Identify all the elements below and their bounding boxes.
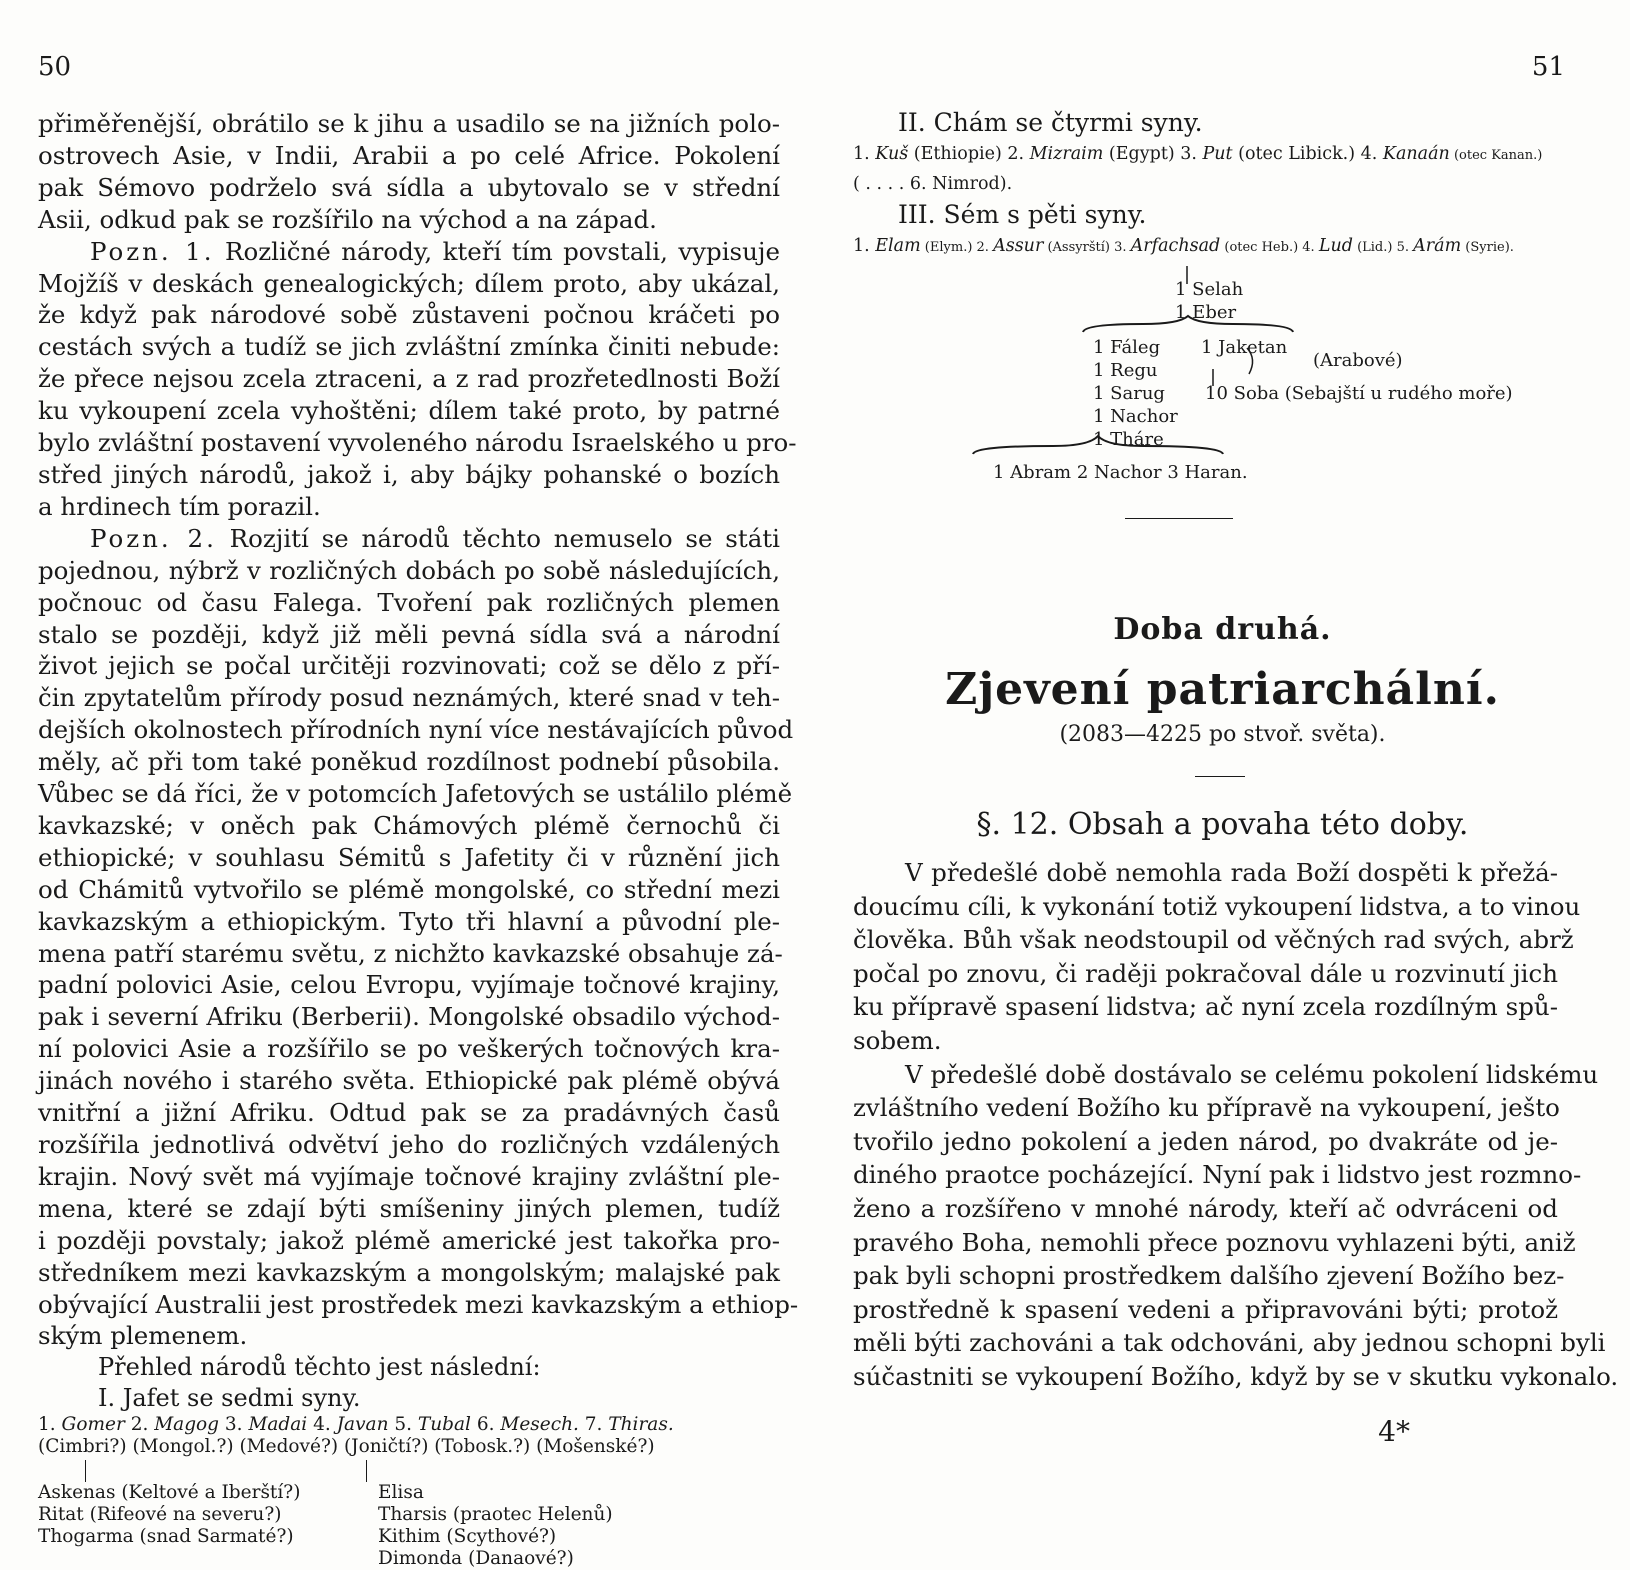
shem-heading: III. Sém s pěti syny. [898, 200, 1147, 229]
tree-node-selah: 1 Selah [1175, 279, 1244, 300]
text-line: diného praotce pocházející. Nyní pak i lidstvo jest rozmno- [853, 1160, 1582, 1190]
text-line: počnouc od času Falega. Tvoření pak rozličných plemen [38, 587, 780, 617]
text-line: měly, ač při tom také poněkud rozdílnost podnebí působila. [38, 747, 780, 777]
text-line: ku přípravě spasení lidstva; ač nyní zcela rozdílným spů- [853, 992, 1558, 1022]
shem-sons [853, 234, 1583, 260]
separator-rule [1195, 776, 1245, 777]
paragraph [38, 108, 780, 236]
text-line: přiměřenější, obrátilo se k jihu a usadilo se na jižních polo- [38, 109, 780, 138]
paragraph [853, 856, 1581, 1058]
son-name: Gomer [61, 1414, 125, 1436]
son-name: Tubal [417, 1414, 471, 1436]
right-page [815, 0, 1630, 1500]
text-line: kavkazské; v oněch pak Chámových plémě černochů či [38, 810, 780, 840]
son-number: 1. [38, 1414, 62, 1436]
son-number: 7. [578, 1414, 609, 1436]
text-line: mena patří starému světu, z nichžto kavkazské obsahuje zá- [38, 938, 783, 968]
note-text: Rozjití se národů těchto nemuselo se státi [229, 523, 780, 553]
son-name: Madai [248, 1414, 308, 1436]
note-2 [38, 523, 799, 1353]
overview-heading: Přehled národů těchto jest následní: [98, 1353, 541, 1382]
tree-node-soba: 10 Soba (Sebajští u rudého moře) [1205, 383, 1513, 404]
right-body [853, 856, 1619, 1394]
text-line: cestách svých a tudíž se jich zvláštní zmínka činiti nebude: [38, 332, 780, 362]
era-dates: (2083—4225 po stvoř. světa). [1059, 722, 1386, 747]
text-line: ku vykoupení zcela vyhoštěni; dílem také proto, by patrné [38, 396, 780, 426]
text-line: bylo zvláštní postavení vyvoleného národu Israelského u pro- [38, 428, 797, 458]
section-heading: §. 12. Obsah a povaha této doby. [976, 807, 1469, 842]
text-line: že přece nejsou zcela ztraceni, a z rad prozřetedlnosti Boží [38, 364, 780, 394]
son-number: 5. [388, 1414, 418, 1436]
branch-line [85, 1460, 86, 1482]
paragraph [853, 1058, 1619, 1394]
son-text: 1. [853, 144, 876, 164]
text-line: čin zpytatelům přírody posud neznámých, které snad v teh- [38, 683, 780, 713]
text-line: doucímu cíli, k vykonání totiž vykoupení lidstva, a to vinou [853, 891, 1581, 921]
son-name: Kanaán [1382, 144, 1450, 164]
descendant: Dimonda (Danaové?) [378, 1548, 574, 1570]
note-label: Pozn. 1. [90, 236, 215, 266]
tree-node-terah: 1 Tháre [1093, 429, 1164, 450]
genealogy-block [853, 108, 1583, 494]
text-line [38, 236, 780, 268]
text-line: ostrovech Asie, v Indii, Arabii a po celé Africe. Pokolení [38, 140, 780, 170]
text-line: počal po znovu, či raději pokračoval dále u rozvinutí jich [853, 958, 1558, 988]
text-line: mena, které se zdají býti smíšeniny jiných plemen, tudíž [38, 1193, 780, 1223]
son-name: Javan [336, 1414, 389, 1436]
separator-rule [1125, 518, 1233, 519]
text-line: že když pak národové sobě zůstaveni počnou kráčeti po [38, 300, 780, 330]
text-line: Vůbec se dá říci, že v potomcích Jafetových se ustálilo plémě [38, 779, 793, 809]
son-text: (Egypt) 3. [1103, 144, 1203, 164]
text-line: padní polovici Asie, celou Evropu, vyjímaje točnové krajiny, [38, 970, 780, 1000]
text-line: ským plemenem. [38, 1321, 248, 1351]
text-line: pak i severní Afriku (Berberii). Mongolské obsadilo východ- [38, 1002, 780, 1032]
text-line: stalo se později, když již měli pevná sídla svá a národní [38, 619, 780, 649]
tree-node-serug: 1 Sarug [1093, 383, 1165, 404]
left-body [38, 108, 799, 1570]
signature-mark: 4* [1378, 1415, 1410, 1448]
son-number: 3. [219, 1414, 249, 1436]
descendant: Kithim (Scythové?) [378, 1526, 557, 1548]
descendants [38, 1482, 780, 1570]
japheth-heading: I. Jafet se sedmi syny. [98, 1384, 361, 1413]
son-number: 6. [470, 1414, 501, 1436]
tree-node-peleg: 1 Fáleg [1093, 337, 1161, 358]
note-label: Pozn. 2. [90, 523, 217, 553]
son-name: Put [1202, 144, 1233, 164]
son-name: Magog [154, 1414, 220, 1436]
text-line: střed jiných národů, jakož i, aby bájky pohanské o bozích [38, 459, 780, 489]
gomer-descendants [38, 1482, 378, 1570]
descendant: Elisa [378, 1482, 424, 1504]
son-text: (Lid.) 5. [1352, 240, 1414, 255]
ham-sons [853, 142, 1583, 168]
text-line: měli býti zachováni a tak odchováni, aby jednou schopni byli [853, 1328, 1606, 1358]
son-text: (otec Kanan.) [1449, 148, 1543, 163]
note-text: Rozličné národy, kteří tím povstali, vypisuje [225, 236, 780, 266]
text-line: pak Sémovo podrželo svá sídla a ubytovalo se v střední [38, 172, 780, 202]
ham-sub: ( . . . . 6. Nimrod). [853, 174, 1013, 194]
son-text: (Elym.) 2. [920, 240, 994, 255]
tree-node-arabs: (Arabové) [1313, 350, 1403, 371]
japheth-sons [38, 1414, 780, 1436]
text-line: pak byli schopni prostředkem dalšího zjevení Božího bez- [853, 1261, 1565, 1291]
japheth-nations: (Cimbri?) (Mongol.?) (Medové?) (Joničtí?) (Tobosk.?) (Mošenské?) [38, 1436, 655, 1458]
text-line: kavkazským a ethiopickým. Tyto tři hlavní a původní ple- [38, 906, 780, 936]
descendant: Thogarma (snad Sarmaté?) [38, 1526, 294, 1548]
son-text: (otec Heb.) 4. [1220, 240, 1319, 255]
text-line: vnitřní a jižní Afriku. Odtud pak se za pradávných časů [38, 1098, 780, 1128]
text-line: tvořilo jedno pokolení a jeden národ, po dvakráte od je- [853, 1126, 1558, 1156]
tree-node-joktan: 1 Jaketan [1201, 337, 1288, 358]
javan-descendants [378, 1482, 613, 1570]
son-number: 4. [307, 1414, 337, 1436]
text-line: i později povstaly; jakož plémě americké jest takořka pro- [38, 1225, 780, 1255]
tree-node-terah-sons: 1 Abram 2 Nachor 3 Haran. [993, 462, 1248, 483]
text-line: a hrdinech tím porazil. [38, 491, 321, 521]
text-line: pravého Boha, nemohli přece poznovu vyhlazeni býti, aniž [853, 1227, 1576, 1257]
son-name: Elam [875, 236, 921, 256]
text-line: člověka. Bůh však neodstoupil od věčných rad svých, abrž [853, 925, 1574, 955]
descendant: Askenas (Keltové a Iberští?) [38, 1482, 301, 1504]
text-line: Asii, odkud pak se rozšířilo na východ a na západ. [38, 204, 657, 234]
text-line: prostředně k spasení vedeni a připravováni býti; protož [853, 1294, 1558, 1324]
text-line: V předešlé době nemohla rada Boží dospěti k přežá- [905, 858, 1558, 887]
son-name: Lud [1318, 236, 1353, 256]
era-title: Zjevení patriarchální. [945, 664, 1500, 715]
text-line: sobem. [853, 1025, 942, 1055]
branch-line [366, 1460, 367, 1482]
note-1 [38, 236, 797, 523]
genealogy-tree [853, 264, 1583, 494]
son-text: (Ethiopie) 2. [908, 144, 1030, 164]
son-name: Mesech. [500, 1414, 579, 1436]
son-name: Arám [1413, 236, 1462, 256]
text-line: zvláštního vedení Božího ku přípravě na vykoupení, ješto [853, 1093, 1560, 1123]
tree-node-reu: 1 Regu [1093, 360, 1158, 381]
text-line: Mojžíš v deskách genealogických; dílem proto, aby ukázal, [38, 268, 780, 298]
era-label: Doba druhá. [1113, 612, 1332, 647]
text-line: krajin. Nový svět má vyjímaje točnové krajiny zvláštní ple- [38, 1161, 780, 1191]
text-line: V předešlé době dostávalo se celému pokolení lidskému [905, 1059, 1599, 1089]
text-line [38, 523, 780, 555]
tree-node-nahor: 1 Nachor [1093, 406, 1178, 427]
son-text: 1. [853, 236, 876, 256]
text-line: od Chámitů vytvořilo se plémě mongolské, co střední mezi [38, 874, 780, 904]
text-line: život jejich se počal určitěji rozvinovati; což se dělo z pří- [38, 651, 780, 681]
text-line: ženo a rozšířeno v mnohé národy, kteří ač odvráceni od [853, 1193, 1558, 1223]
son-text: (Syrie). [1461, 240, 1514, 255]
son-name: Mizraim [1029, 144, 1104, 164]
text-line: rozšířila jednotlivá odvětví jeho do rozličných vzdálených [38, 1130, 780, 1159]
son-text: (otec Libick.) 4. [1232, 144, 1383, 164]
son-number: 2. [124, 1414, 155, 1436]
text-line: pojednou, nýbrž v rozličných dobách po sobě následujících, [38, 555, 780, 585]
son-name: Arfachsad [1130, 236, 1221, 256]
branch-bars [38, 1458, 780, 1482]
ham-heading: II. Chám se čtyrmi syny. [898, 108, 1203, 137]
text-line: dejších okolnostech přírodních nyní více nestávajících původ [38, 715, 794, 745]
text-line: ethiopické; v souhlasu Sémitů s Jafetity či v různění jich [38, 842, 780, 872]
son-name: Kuš [875, 144, 909, 164]
son-name: Thiras. [608, 1414, 674, 1436]
text-line: obývající Australii jest prostředek mezi kavkazským a ethiop- [38, 1289, 799, 1319]
page-number: 50 [38, 52, 72, 82]
tree-node-eber: 1 Eber [1175, 302, 1237, 323]
descendant: Tharsis (praotec Helenů) [378, 1504, 613, 1526]
text-line: středníkem mezi kavkazským a mongolským; malajské pak [38, 1257, 780, 1287]
page-number: 51 [1531, 52, 1565, 82]
text-line: súčastniti se vykoupení Božího, když by se v skutku vykonalo. [853, 1361, 1619, 1391]
text-line: jinách nového i starého světa. Ethiopické pak plémě obývá [38, 1066, 780, 1096]
son-text: (Assyrští) 3. [1043, 240, 1131, 255]
descendant: Ritat (Rifeové na severu?) [38, 1504, 282, 1526]
text-line: ní polovici Asie a rozšířilo se po veškerých točnových kra- [38, 1034, 780, 1064]
son-name: Assur [993, 236, 1044, 256]
